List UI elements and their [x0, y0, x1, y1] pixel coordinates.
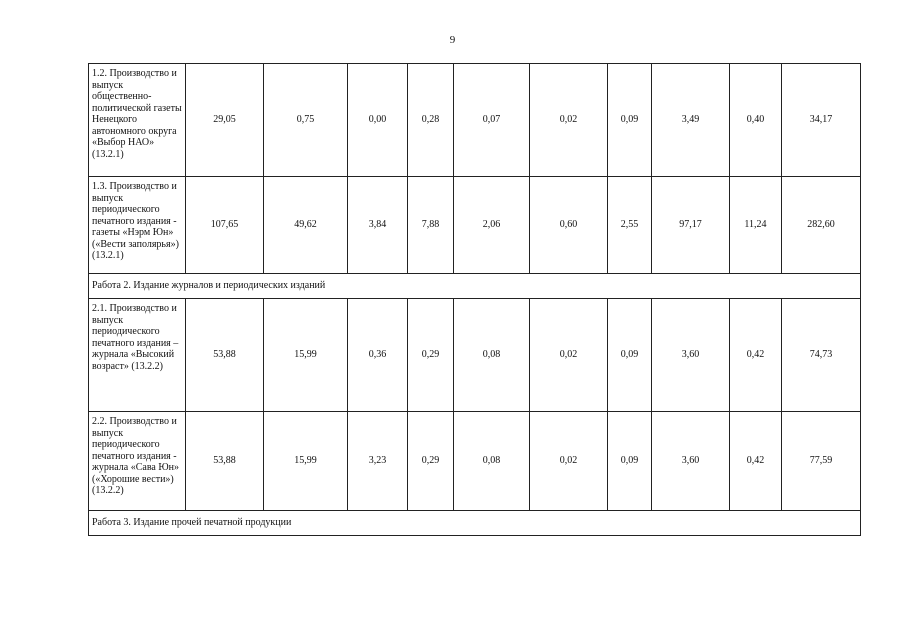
value-cell: 0,08 [454, 299, 530, 412]
row-name-cell: 2.1. Производство и выпуск периодического печатного издания – журнала «Высокий возраст» (13.2.2) [89, 299, 186, 412]
value-cell: 2,06 [454, 177, 530, 274]
value-cell: 3,84 [348, 177, 408, 274]
value-cell: 0,02 [530, 64, 608, 177]
value-cell: 0,08 [454, 412, 530, 511]
value-cell: 0,28 [408, 64, 454, 177]
cost-table [88, 63, 861, 536]
value-cell: 3,23 [348, 412, 408, 511]
value-cell: 15,99 [264, 412, 348, 511]
section-title: Работа 2. Издание журналов и периодических изданий [89, 274, 861, 299]
value-cell: 15,99 [264, 299, 348, 412]
table-row [89, 64, 861, 177]
value-cell: 29,05 [186, 64, 264, 177]
value-cell: 7,88 [408, 177, 454, 274]
value-cell: 11,24 [730, 177, 782, 274]
value-cell: 3,60 [652, 412, 730, 511]
value-cell: 0,36 [348, 299, 408, 412]
value-cell: 0,09 [608, 299, 652, 412]
table-row [89, 299, 861, 412]
total-cell: 77,59 [782, 412, 861, 511]
total-cell: 74,73 [782, 299, 861, 412]
table-row [89, 412, 861, 511]
value-cell: 49,62 [264, 177, 348, 274]
value-cell: 97,17 [652, 177, 730, 274]
total-cell: 282,60 [782, 177, 861, 274]
value-cell: 53,88 [186, 412, 264, 511]
table-row [89, 177, 861, 274]
value-cell: 2,55 [608, 177, 652, 274]
value-cell: 0,40 [730, 64, 782, 177]
value-cell: 107,65 [186, 177, 264, 274]
value-cell: 3,49 [652, 64, 730, 177]
total-cell: 34,17 [782, 64, 861, 177]
value-cell: 0,09 [608, 412, 652, 511]
value-cell: 0,00 [348, 64, 408, 177]
value-cell: 0,42 [730, 299, 782, 412]
row-name-cell: 2.2. Производство и выпуск периодического печатного издания - журнала «Сава Юн» («Хорошие вести») (13.2.2) [89, 412, 186, 511]
value-cell: 3,60 [652, 299, 730, 412]
section-row [89, 511, 861, 536]
section-title: Работа 3. Издание прочей печатной продукции [89, 511, 861, 536]
row-name-cell: 1.2. Производство и выпуск общественно-политической газеты Ненецкого автономного округа «Выбор НАО» (13.2.1) [89, 64, 186, 177]
page-number: 9 [449, 34, 456, 46]
value-cell: 0,09 [608, 64, 652, 177]
value-cell: 0,42 [730, 412, 782, 511]
value-cell: 0,07 [454, 64, 530, 177]
value-cell: 0,29 [408, 412, 454, 511]
value-cell: 0,60 [530, 177, 608, 274]
value-cell: 53,88 [186, 299, 264, 412]
row-name-cell: 1.3. Производство и выпуск периодического печатного издания - газеты «Нэрм Юн» («Вести заполярья») (13.2.1) [89, 177, 186, 274]
value-cell: 0,29 [408, 299, 454, 412]
value-cell: 0,75 [264, 64, 348, 177]
value-cell: 0,02 [530, 412, 608, 511]
value-cell: 0,02 [530, 299, 608, 412]
section-row [89, 274, 861, 299]
